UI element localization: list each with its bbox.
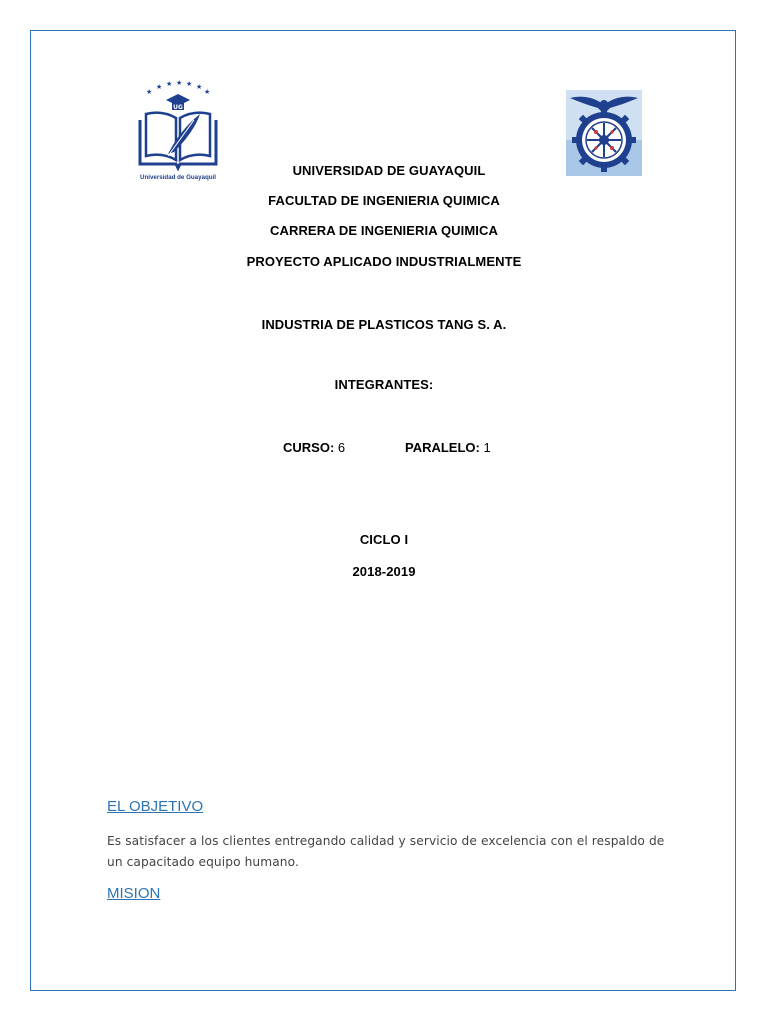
svg-text:★: ★	[156, 83, 163, 91]
svg-text:★: ★	[196, 83, 203, 91]
course-label: CURSO:	[283, 440, 335, 455]
university-name: UNIVERSIDAD DE GUAYAQUIL	[292, 163, 486, 178]
career-name: CARRERA DE INGENIERIA QUIMICA	[269, 223, 498, 238]
svg-text:★: ★	[186, 80, 193, 88]
parallel-value: 1	[479, 440, 491, 455]
mission-heading: MISION	[107, 885, 161, 902]
university-logo-caption: Universidad de Guayaquil	[140, 174, 216, 181]
svg-text:★: ★	[146, 88, 153, 96]
parallel-label: PARALELO:	[405, 440, 480, 455]
svg-text:★: ★	[166, 80, 173, 88]
course-value: 6	[334, 440, 346, 455]
members-label: INTEGRANTES:	[334, 377, 434, 392]
parallel-field	[405, 440, 491, 455]
company-name: INDUSTRIA DE PLASTICOS TANG S. A.	[261, 317, 507, 332]
svg-text:★: ★	[176, 80, 183, 87]
project-name: PROYECTO APLICADO INDUSTRIALMENTE	[246, 254, 522, 269]
objective-heading: EL OBJETIVO	[107, 798, 204, 815]
cycle-label: CICLO I	[359, 532, 409, 547]
svg-text:UG: UG	[173, 104, 183, 111]
academic-year: 2018-2019	[352, 564, 416, 579]
objective-paragraph: Es satisfacer a los clientes entregando calidad y servicio de excelencia con el respaldo de un capacitado equipo humano.	[107, 834, 665, 869]
svg-text:★: ★	[204, 88, 211, 96]
course-field	[283, 440, 345, 455]
faculty-name: FACULTAD DE INGENIERIA QUIMICA	[268, 193, 500, 208]
